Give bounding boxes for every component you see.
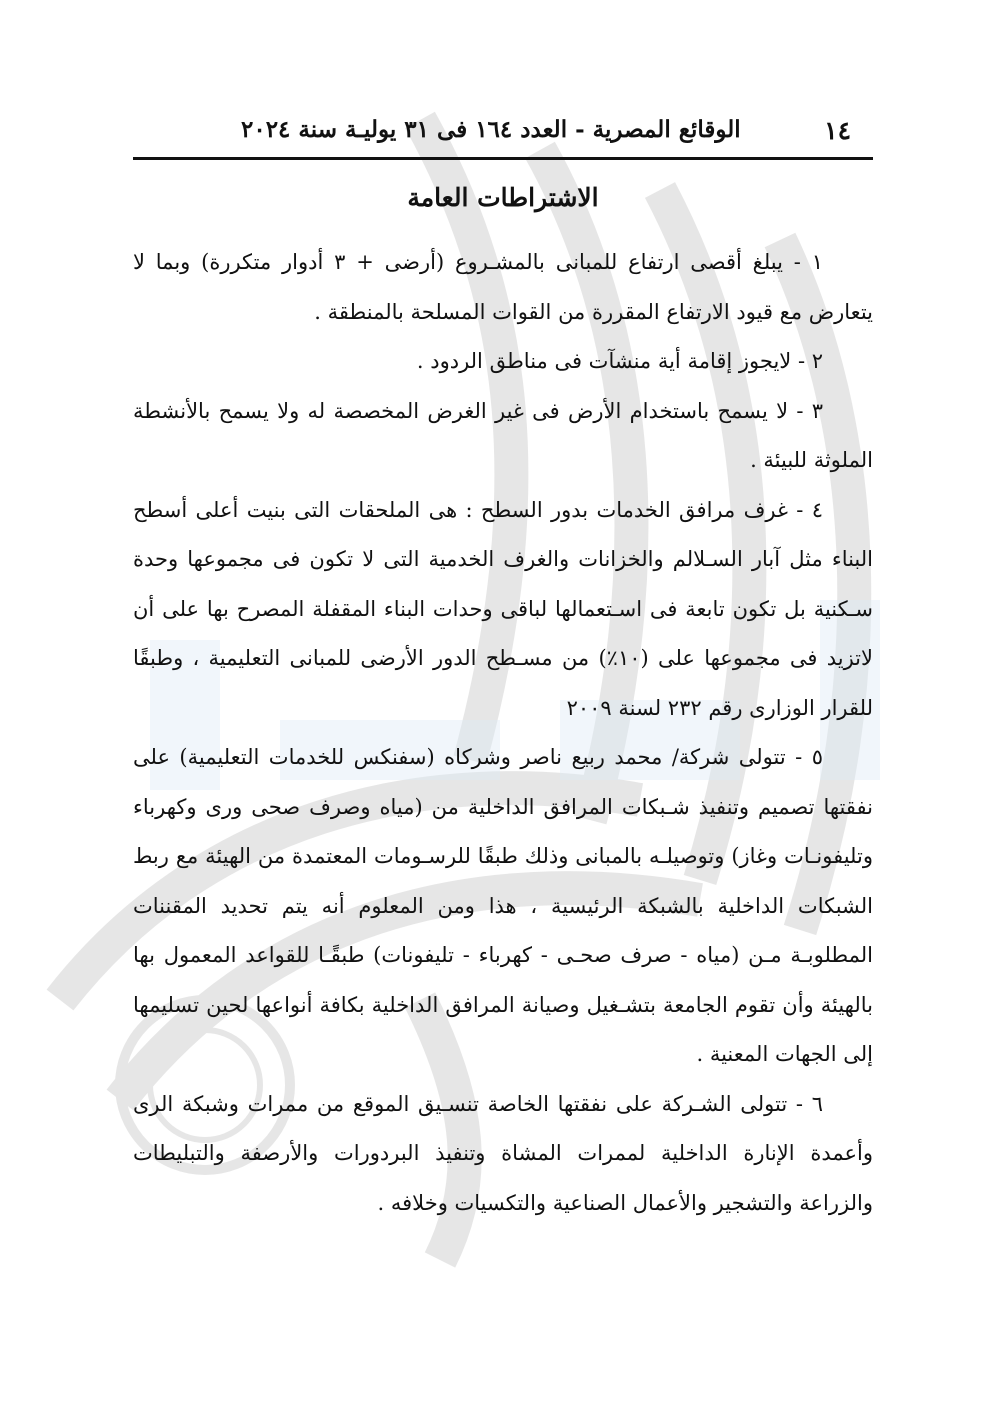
header-divider <box>133 157 873 160</box>
paragraph-6: ٦ - تتولى الشـركة على نفقتها الخاصة تنسـيق الموقع من ممرات وشبكة الرى وأعمدة الإنارة الداخلية لممرات المشاة وتنفيذ البردورات والأرصفة والتبليطات والزراعة والتشجير والأعمال الصناعية والتكسيات وخلافه . <box>133 1091 873 1215</box>
paragraph-5: ٥ - تتولى شركة/ محمد ربيع ناصر وشركاه (سفنكس للخدمات التعليمية) على نفقتها تصميم وتنفيذ شـبكات المرافق الداخلية من (مياه وصرف صحى ورى وكهرباء وتليفونـات وغاز) وتوصيلـه بالمبانى وذلك طبقًا للرسـومات المعتمدة من الهيئة مع ربط الشبكات الداخلية بالشبكة الرئيسية ، هذا ومن المعلوم أنه يتم تحديد المقننات المطلوبـة مـن (مياه - صرف صحـى - كهرباء - تليفونات) طبقًـا للقواعد المعمول بها بالهيئة وأن تقوم الجامعة بتشـغيل وصيانة المرافق الداخلية بكافة أنواعها لحين تسليمها إلى الجهات المعنية . <box>133 745 873 1066</box>
section-title: الاشتراطات العامة <box>407 183 599 212</box>
page-header <box>133 110 873 156</box>
paragraph-4: ٤ - غرف مرافق الخدمات بدور السطح : هى الملحقات التى بنيت أعلى أسطح البناء مثل آبار السـلالم والخزانات والغرف الخدمية التى لا تكون فى مجموعها وحدة سـكنية بل تكون تابعة فى اسـتعمالها لباقى وحدات البناء المقفلة المصرح بها على أن لاتزيد فى مجموعها على (١٠٪) من مسـطح الدور الأرضى للمبانى التعليمية ، وطبقًا للقرار الوزارى رقم ٢٣٢ لسنة ٢٠٠٩ <box>133 497 873 720</box>
publication-line: الوقائع المصرية - العدد ١٦٤ فى ٣١ يوليـة سنة ٢٠٢٤ <box>241 116 741 143</box>
paragraph-2: ٢ - لايجوز إقامة أية منشآت فى مناطق الردود . <box>416 349 823 373</box>
page-number: ١٤ <box>824 116 851 145</box>
paragraph-3: ٣ - لا يسمح باستخدام الأرض فى غير الغرض المخصصة له ولا يسمح بالأنشطة الملوثة للبيئة . <box>133 398 873 472</box>
document-body <box>133 238 873 1228</box>
paragraph-1: ١ - يبلغ أقصى ارتفاع للمبانى بالمشـروع (أرضى + ٣ أدوار متكررة) وبما لا يتعارض مع قيود الارتفاع المقررة من القوات المسلحة بالمنطقة . <box>133 250 873 324</box>
